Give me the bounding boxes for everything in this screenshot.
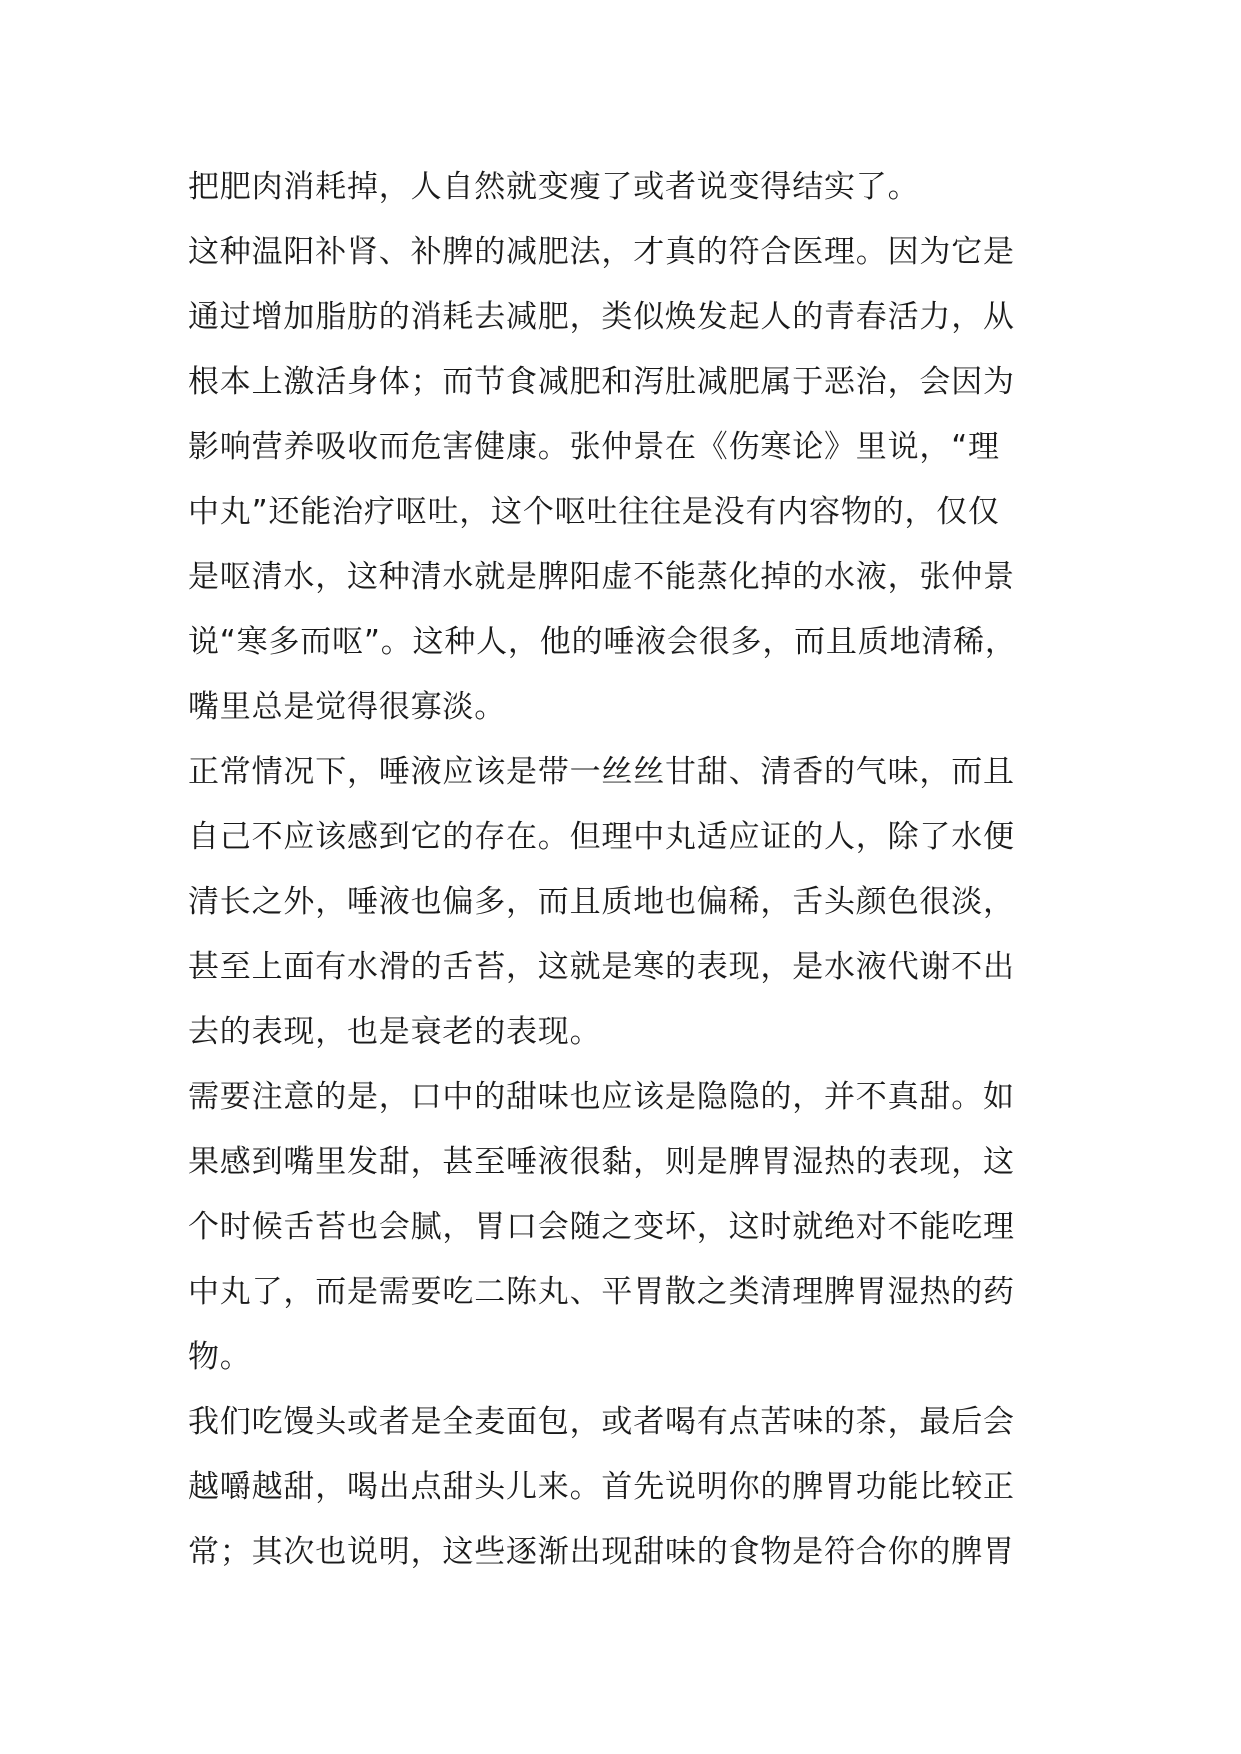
text-line: 个时候舌苔也会腻，胃口会随之变坏，这时就绝对不能吃理: [188, 1209, 1015, 1245]
text-line: 清长之外，唾液也偏多，而且质地也偏稀，舌头颜色很淡，: [188, 884, 1015, 920]
text-line: 果感到嘴里发甜，甚至唾液很黏，则是脾胃湿热的表现，这: [188, 1144, 1015, 1180]
text-line: 嘴里总是觉得很寡淡。: [188, 689, 506, 725]
text-line: 中丸了，而是需要吃二陈丸、平胃散之类清理脾胃湿热的药: [188, 1274, 1015, 1310]
text-line: 根本上激活身体；而节食减肥和泻肚减肥属于恶治，会因为: [188, 364, 1015, 400]
text-line: 把肥肉消耗掉，人自然就变瘦了或者说变得结实了。: [188, 169, 920, 205]
text-line: 自己不应该感到它的存在。但理中丸适应证的人，除了水便: [188, 819, 1015, 855]
text-line: 正常情况下，唾液应该是带一丝丝甘甜、清香的气味，而且: [188, 754, 1015, 790]
text-line: 是呕清水，这种清水就是脾阳虚不能蒸化掉的水液，张仲景: [188, 559, 1015, 595]
text-line: 需要注意的是，口中的甜味也应该是隐隐的，并不真甜。如: [188, 1079, 1015, 1115]
text-line: 常；其次也说明，这些逐渐出现甜味的食物是符合你的脾胃: [188, 1534, 1015, 1570]
text-line: 甚至上面有水滑的舌苔，这就是寒的表现，是水液代谢不出: [188, 949, 1015, 985]
text-line: 越嚼越甜，喝出点甜头儿来。首先说明你的脾胃功能比较正: [188, 1469, 1015, 1505]
text-line: 中丸”还能治疗呕吐，这个呕吐往往是没有内容物的，仅仅: [188, 494, 1000, 530]
text-line: 我们吃馒头或者是全麦面包，或者喝有点苦味的茶，最后会: [188, 1404, 1015, 1440]
body-text: [188, 155, 1068, 1585]
text-line: 影响营养吸收而危害健康。张仲景在《伤寒论》里说，“理: [188, 429, 1000, 465]
text-line: 去的表现，也是衰老的表现。: [188, 1014, 602, 1050]
text-line: 通过增加脂肪的消耗去减肥，类似焕发起人的青春活力，从: [188, 299, 1015, 335]
text-line: 物。: [188, 1339, 252, 1375]
text-line: 这种温阳补肾、补脾的减肥法，才真的符合医理。因为它是: [188, 234, 1015, 270]
text-line: 说“寒多而呕”。这种人，他的唾液会很多，而且质地清稀，: [188, 624, 1017, 660]
